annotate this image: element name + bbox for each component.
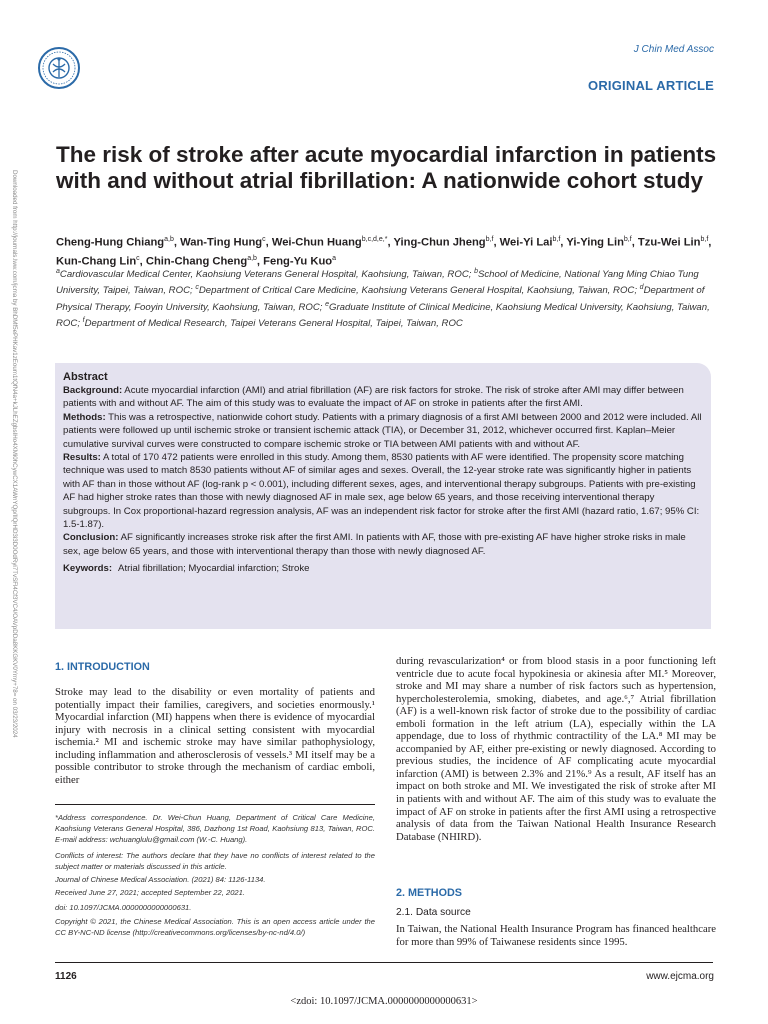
author-list: Cheng-Hung Chiang$^{a,b}$, Wan-Ting Hung$^c$, Wei-Chun Huang$^{b,c,d,e,*}$, Ying-Chun Jheng$^{b,f}$, Wei-Yi Lai$^{b,f}$, Yi-Ying Lin$^{b,f}$, Tzu-Wei Lin$^{b,f}$, Kun-Chang Lin$^c$, Chin-Chang Cheng$^{a,b}$, Feng-Yu Kuo$^a$ — [56, 236, 712, 268]
conflicts-note: Conflicts of interest: The authors declare that they have no conflicts of interest related to the subject matter or materials discussed in this article. — [55, 850, 375, 871]
affiliation-marker: e — [325, 300, 329, 308]
author-name: Ying-Chun Jheng — [393, 236, 486, 249]
conclusion-text: AF significantly increases stroke risk after the first AMI. In patients with AF, those with pre-existing AF have higher stroke risks in male sex, age below 65 years, and those with interventional therapy than those with newly diagnosed AF. — [63, 532, 686, 557]
conclusion-label: Conclusion: — [63, 532, 119, 544]
affiliation-marker: d — [639, 284, 644, 292]
abstract-methods — [63, 411, 703, 451]
background-text: Acute myocardial infarction (AMI) and atrial fibrillation (AF) are risk factors for stroke. The risk of stroke after AMI may differ between patients with and without AF. The aim of this study was to evaluate the impact of AF on stroke in patients after the first AMI. — [63, 385, 684, 410]
results-text: A total of 170 472 patients were enrolled in this study. Among them, 8530 patients with AF were identified. The propensity score matching technique was used to match 8530 patients without AF of similar ages and sexes. Overall, the 12-year stroke rate was significantly higher in patients with AF than in those without AF (log-rank p < 0.001), including different sexes, ages, and interventional therapy subgroups. Patients with pre-existing AF had higher stroke rates than those with newly diagnosed AF in male sex, age below 65 years, and those receiving interventional therapy subgroups. In Cox proportional-hazard regression analysis, AF was an independent risk factor for stroke after the first AMI (hazard ratio, 1.67; 95% CI: 1.5-1.87). — [63, 452, 700, 531]
author-affiliation-marker: b,f — [623, 236, 632, 243]
affiliation-text: Department of Critical Care Medicine, Kaohsiung Veterans General Hospital, Kaohsiung, Taiwan, ROC; — [198, 285, 640, 297]
affiliation-text: Cardiovascular Medical Center, Kaohsiung Veterans General Hospital, Kaohsiung, Taiwan, ROC; — [59, 269, 475, 281]
abstract-conclusion — [63, 531, 703, 558]
author-name: Tzu-Wei Lin — [637, 236, 701, 249]
background-label: Background: — [63, 385, 123, 396]
journal-seal-logo-icon — [37, 46, 81, 90]
journal-name: J Chin Med Assoc — [633, 44, 714, 55]
results-label: Results: — [63, 452, 101, 464]
data-source-subheading: 2.1. Data source — [396, 907, 471, 918]
author-name: Yi-Ying Lin — [566, 236, 624, 249]
affiliation-text: Department of Medical Research, Taipei Veterans General Hospital, Taipei, Taiwan, ROC — [84, 318, 463, 330]
author-name: Wei-Yi Lai — [499, 236, 553, 249]
page-number: 1126 — [55, 971, 77, 982]
author-name: Chin-Chang Cheng — [145, 255, 248, 268]
article-type: ORIGINAL ARTICLE — [588, 78, 714, 93]
affiliation-marker: c — [195, 284, 199, 292]
methods-label: Methods: — [63, 411, 106, 423]
zdoi-label: <zdoi: 10.1097/JCMA.0000000000000631> — [290, 996, 478, 1007]
author-affiliation-marker: b,f — [485, 236, 494, 243]
author-affiliation-marker: b,f — [552, 236, 561, 243]
author-affiliation-marker: a,b — [247, 254, 257, 262]
affiliation-text: Department of Physical Therapy, Fooyin University, Kaohsiung, Taiwan, ROC; — [56, 285, 705, 313]
affiliation-list — [56, 265, 718, 331]
footnote-divider — [55, 804, 375, 805]
abstract-background — [63, 384, 703, 411]
doi-note: doi: 10.1097/JCMA.0000000000000631. — [55, 903, 192, 913]
footnotes — [55, 812, 375, 942]
abstract-heading: Abstract — [63, 371, 108, 383]
author-name: Kun-Chang Lin — [56, 255, 137, 268]
introduction-heading: 1. INTRODUCTION — [55, 661, 150, 673]
author-affiliation-marker: b,f — [700, 236, 709, 243]
abstract-box — [55, 363, 711, 629]
received-dates: Received June 27, 2021; accepted September 22, 2021. — [55, 888, 245, 898]
author-affiliation-marker: c — [136, 254, 140, 262]
keywords-text: Atrial fibrillation; Myocardial infarction; Stroke — [118, 563, 310, 575]
author-affiliation-marker: a,b — [164, 236, 174, 243]
author-name: Wan-Ting Hung — [180, 236, 263, 249]
affiliation-marker: f — [82, 317, 85, 325]
journal-reference: Journal of Chinese Medical Association. (2021) 84: 1126-1134. — [55, 875, 266, 885]
author-name: Wei-Chun Huang — [271, 236, 362, 249]
abstract-keywords — [63, 562, 703, 575]
introduction-text-right: during revascularization⁴ or from blood stasis in a poor functioning left ventricle due to acute focal hypokinesia or akinesia after MI.⁵ Moreover, stroke and MI may share a number of risk factors such as hypertension, hypercholesterolemia, smoking, diabetes, and age.⁶,⁷ Atrial fibrillation (AF) is a well-known risk factor of stroke due to the possibility of cardiac emboli formation in the left atrium (LA), especially within the LA appendage, due to loss of rhythmic contractility of the LA.⁸ MI may be accompanied by AF, either pre-existing or newly diagnosed. According to previous studies, the incidence of AF complicating acute myocardial infarction (AMI) is between 2.3% and 21%.⁹ As a result, AF itself has an impact on both stroke and MI. We investigated the risk of stroke after MI in patients with and without AF. The aim of this study was to evaluate the impact of AF on stroke in patients after the first AMI using a retrospective analysis of data from the Taiwan National Health Insurance Research Database (NHIRD). — [396, 655, 716, 843]
author-affiliation-marker: c — [262, 236, 266, 243]
correspondence-note: *Address correspondence. Dr. Wei-Chun Huang, Department of Critical Care Medicine, Kaohsiung Veterans General Hospital, 386, Dazhong 1st Road, Kaohsiung 813, Taiwan, ROC. E-mail address: wchuanglulu@gmail.com (W.-C. Huang). — [55, 813, 375, 845]
keywords-label: Keywords: — [63, 563, 113, 575]
article-title: The risk of stroke after acute myocardial infarction in patients with and without atrial fibrillation: A nationwide cohort study — [56, 142, 717, 193]
journal-website: www.ejcma.org — [646, 971, 714, 982]
methods-heading: 2. METHODS — [396, 887, 462, 899]
author-name: Cheng-Hung Chiang — [56, 236, 165, 249]
copyright-note: Copyright © 2021, the Chinese Medical Association. This is an open access article under the CC BY-NC-ND license (http://creativecommons.org/licenses/by-nc-nd/4.0/) — [55, 916, 375, 937]
author-affiliation-marker: b,c,d,e,* — [361, 236, 388, 243]
methods-text: This was a retrospective, nationwide cohort study. Patients with a primary diagnosis of a first AMI between 2000 and 2012 were included. All patients were followed up until ischemic stroke or transient ischemic attack (TIA), or December 31, 2012, whichever occurred first. Kaplan–Meier cumulative survival curves were constructed to compare ischemic stroke or TIA between AMI patients with and without AF. — [63, 411, 702, 450]
download-watermark — [4, 170, 18, 738]
affiliation-text: School of Medicine, National Yang Ming Chiao Tung University, Taipei, Taiwan, ROC; — [56, 269, 699, 297]
author-affiliation-marker: a — [332, 254, 337, 262]
introduction-text-left: Stroke may lead to the disability or even mortality of patients and potentially impact their families, caregivers, and societies enormously.¹ Myocardial infarction (MI) happens when there is evidence of myocardial injury with necrosis in a clinical setting consistent with myocardial ischemia.² MI and ischemic stroke may have similar pathophysiology, including inflammation and atherosclerosis of vessels.³ MI itself may be a possible contributor to stroke through the mechanism of cardiac emboli, either — [55, 686, 375, 786]
affiliation-marker: b — [474, 268, 478, 275]
download-watermark-text: Downloaded from http://journals.lww.com/jcma by BhDMf5ePHKav1zEoum1tQfN4a+kJLhEZgbsIHo4XMi0hCywCX1AWnYQp/IlQrHD3i3D0OdRyi7TvSFl4Cf3VC4/OAVpDDa8KKGKV0Ymy+78= on 03/23/2024 — [11, 170, 18, 738]
author-name: Feng-Yu Kuo — [263, 255, 333, 268]
affiliation-marker: a — [56, 268, 60, 275]
methods-text: In Taiwan, the National Health Insurance Program has financed healthcare for more than 99% of Taiwanese residents since 1995. — [396, 923, 716, 948]
affiliation-text: Graduate Institute of Clinical Medicine, Kaohsiung Medical University, Kaohsiung, Taiwan, ROC; — [56, 301, 710, 330]
abstract-results — [63, 451, 703, 531]
footer-divider — [55, 962, 713, 963]
